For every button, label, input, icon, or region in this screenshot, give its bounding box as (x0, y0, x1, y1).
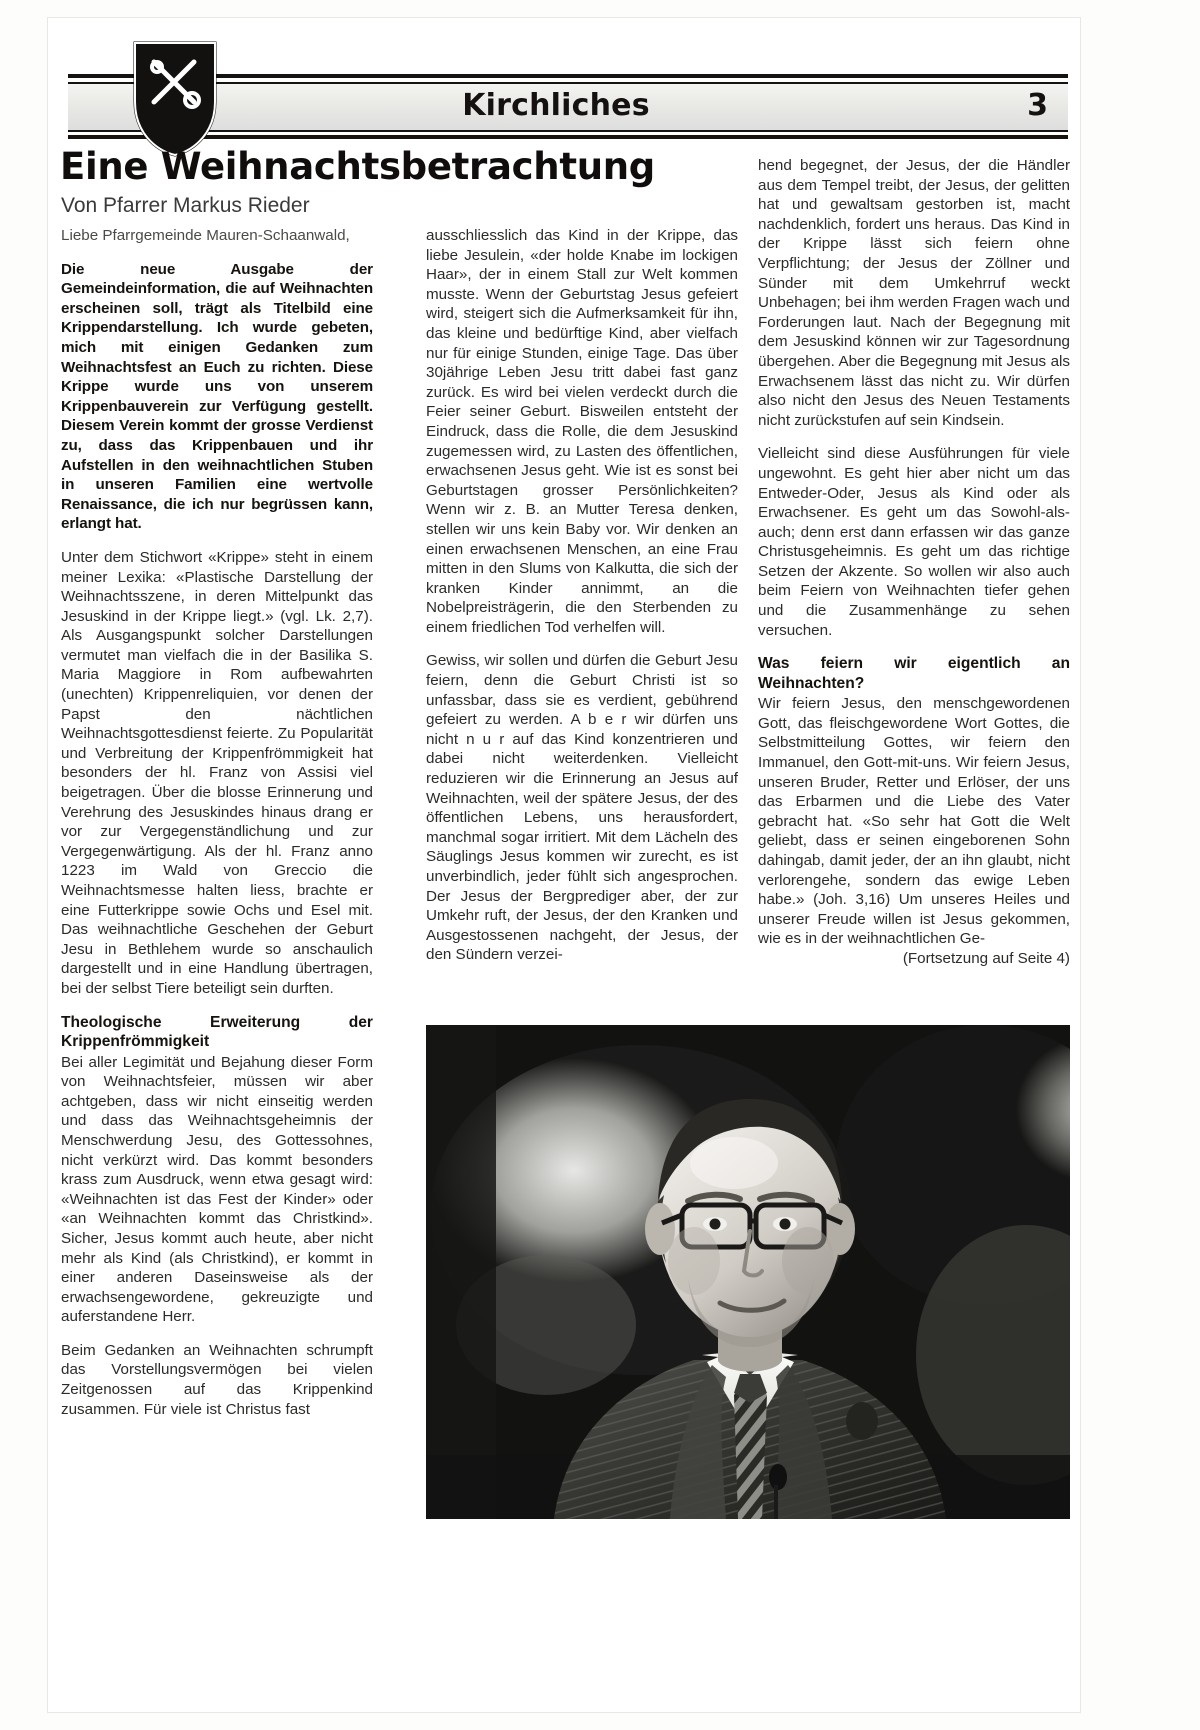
paragraph-vielleicht: Vielleicht sind diese Ausführungen für viele ungewohnt. Es geht hier aber nicht um das Entweder-Oder, Jesus als Kind oder als Erwachsener. Es geht um das Sowohl-als-auch; denn erst dann erfassen wir das ganze Christusgeheimnis. Es geht um das richtige Setzen der Akzente. So wollen wir also auch beim Feiern von Weihnachten tiefer gehen und die Zusammenhänge zu sehen versuchen. (758, 445, 1070, 639)
text-column-2 (426, 226, 738, 965)
masthead-title: Kirchliches (462, 88, 650, 123)
paragraph-intro-bold: Die neue Ausgabe der Gemeindeinformation, die auf Weihnachten erscheinen soll, trägt als Titelbild eine Krippendarstellung. Ich wurde gebeten, mich mit einigen Gedanken zum Weihnachtsfest an Euch zu richten. Diese Krippe wurde uns von unserem Krippenbauverein zur Verfügung gestellt. Diesem Verein kommt der grosse Verdienst zu, dass das Krippenbauen und ihr Aufstellen in den weihnachtlichen Stuben in unseren Familien eine wertvolle Renaissance, die ich nur begrüssen kann, erlangt hat. (61, 260, 373, 533)
paragraph-hend-begegnet: hend begegnet, der Jesus, der die Händler aus dem Tempel treibt, der Jesus, der gelitten hat und gewaltsam gestorben ist, macht nachdenklich, fordert uns heraus. Das Kind in der Krippe lässt sich feiern ohne Verpflichtung; der Jesus der Zöllner und Sünder mit dem Umkehrruf weckt Unbehagen; bei ihm werden Fragen wach und Forderungen laut. Nach der Begegnung mit dem Jesuskind können wir zur Tagesordnung übergehen. Aber die Begegnung mit Jesus als Erwachsenem lässt das nicht zu. Wir dürfen also nicht den Jesus des Neuen Testaments nicht zurückstufen auf sein Kindsein. (758, 157, 1070, 429)
masthead-rule-bottom (68, 135, 1068, 139)
coat-of-arms-icon (132, 40, 218, 158)
masthead-rule-bottom-thin (68, 130, 1068, 132)
paragraph-theologie: Bei aller Legimität und Bejahung dieser Form von Weihnachtsfeier, müssen wir aber achtgeben, dass wir nicht einseitig werden und dass das Weihnachtsgeheimnis der Menschwerdung Jesu, des Gottessohnes, nicht verkürzt wird. Das kommt besonders krass zum Ausdruck, wenn etwa gesagt wird: «Weihnachten ist das Fest der Kinder» oder «an Weihnachten kommt das Christkind». Sicher, Jesus kommt auch heute, aber nicht mehr als Kind (als Christkind), er kommt in einer anderen Daseinsweise als der erwachsengewordene, gekreuzigte und auferstandene Herr. (61, 1053, 373, 1326)
continuation-note: (Fortsetzung auf Seite 4) (902, 949, 1070, 967)
paragraph-ausschliesslich: ausschliesslich das Kind in der Krippe, das liebe Jesulein, «der holde Knabe im lockigen Haar», der in einem Stall zur Welt kommen musste. Wenn der Geburtstag Jesus gefeiert wird, steigert sich die Aufmerksamkeit für ihn, das kleine und bedürftige Kind, aber vielfach nur für einige Stunden, einige Tage. Das über 30jährige Leben Jesu tritt dabei fast ganz zurück. Es wird bei vielen verdeckt durch die Feier seiner Geburt. Bisweilen entsteht der Eindruck, dass die Rolle, die dem Jesuskind zugemessen wird, zu Lasten des öffentlichen, erwachsenen Jesus geht. Wie ist es sonst bei Geburtstagen grosser Persönlichkeiten? Wenn wir z. B. an Mutter Teresa denken, stellen wir uns kein Baby vor. Wir denken an einen erwachsenen Menschen, an eine Frau mitten in den Slums von Kalkutta, die sich der kranken Kinder annimmt, an die Nobelpreisträgerin, die den Sterbenden zu einem friedlichen Tod verhelfen will. (426, 227, 738, 636)
article-headline: Eine Weihnachtsbetrachtung (60, 145, 655, 188)
paragraph-gewiss: Gewiss, wir sollen und dürfen die Geburt Jesu feiern, denn die Geburt Christi ist so unfassbar, dass sie es verdient, gebührend gefeiert zu werden. A b e r wir dürfen uns nicht n u r auf das Kind konzentrieren und dabei nicht weiterdenken. Vielleicht reduzieren wir die Erinnerung an Jesus auf Weihnachten, weil der spätere Jesus, der des öffentlichen Lebens, uns herausfordert, manchmal sogar irritiert. Mit dem Lächeln des Säuglings Jesus kommen wir zurecht, es ist unverbindlich, jeder fühlt sich angesprochen. Der Jesus der Bergprediger aber, der zur Umkehr ruft, der Jesus, der den Kranken und Ausgestossenen nachgeht, der Jesus, der den Sündern verzei- (426, 652, 738, 964)
text-column-3 (758, 156, 1070, 969)
page-sheet (48, 18, 1080, 1712)
page-number: 3 (1027, 88, 1048, 123)
portrait-photograph (426, 1025, 1070, 1519)
subheading-was-feiern-wir: Was feiern wir eigentlich an Weihnachten? (758, 655, 1070, 692)
article-byline: Von Pfarrer Markus Rieder (61, 194, 310, 217)
paragraph-lexikon: Unter dem Stichwort «Krippe» steht in einem meiner Lexika: «Plastische Darstellung der Weihnachtsszene, in deren Mittelpunkt das Jesuskind in der Krippe liegt.» (vgl. Lk. 2,7). Als Ausgangspunkt solcher Darstellungen vermutet man vielfach die in der Basilika S. Maria Maggiore in Rom aufbewahrten (unechten) Krippenreliquien, vor denen der Papst den nächtlichen Weihnachtsgottesdienst feierte. Zu Popularität und Verbreitung der Krippenfrömmigkeit hat besonders der hl. Franz von Assisi viel beigetragen. Über die blosse Erinnerung und Verehrung des Jesuskindes hinaus drang er vor zur Vergegenständlichung und zur Vergegenwärtigung. Als der hl. Franz anno 1223 im Wald von Greccio die Weihnachtsmesse halten liess, brachte er eine Futterkrippe sowie Ochs und Esel mit. Das weihnachtliche Geschehen der Geburt Jesu in Bethlehem wurde so anschaulich dargestellt und in eine Handlung übertragen, bei der selbst Tiere beteiligt sein durften. (61, 548, 373, 997)
masthead-rule-top (68, 74, 1068, 78)
paragraph-wir-feiern: Wir feiern Jesus, den menschgewordenen Gott, das fleischgewordene Wort Gottes, die Selbstmitteilung Gottes, wir feiern den Immanuel, den Gott-mit-uns. Wir feiern Jesus, unseren Bruder, Retter und Erlöser, der uns das Erbarmen und die Liebe des Vater gebracht hat. «So sehr hat Gott die Welt geliebt, dass er seinen eingeborenen Sohn dahingab, damit jeder, der an ihn glaubt, nicht verlorengehe, sondern das ewige Leben habe.» (Joh. 3,16) Um unseres Heiles und unserer Freude willen ist Jesus gekommen, wie es in der weihnachtlichen Ge- (758, 695, 1070, 948)
subheading-theologische-erweiterung: Theologische Erweiterung der Krippenfrömmigkeit (61, 1013, 373, 1051)
salutation: Liebe Pfarrgemeinde Mauren-Schaanwald, (61, 227, 350, 244)
text-column-1 (61, 226, 373, 1419)
paragraph-gedanken: Beim Gedanken an Weihnachten schrumpft das Vorstellungsvermögen bei vielen Zeitgenossen auf das Krippenkind zusammen. Für viele ist Christus fast (61, 1341, 373, 1418)
